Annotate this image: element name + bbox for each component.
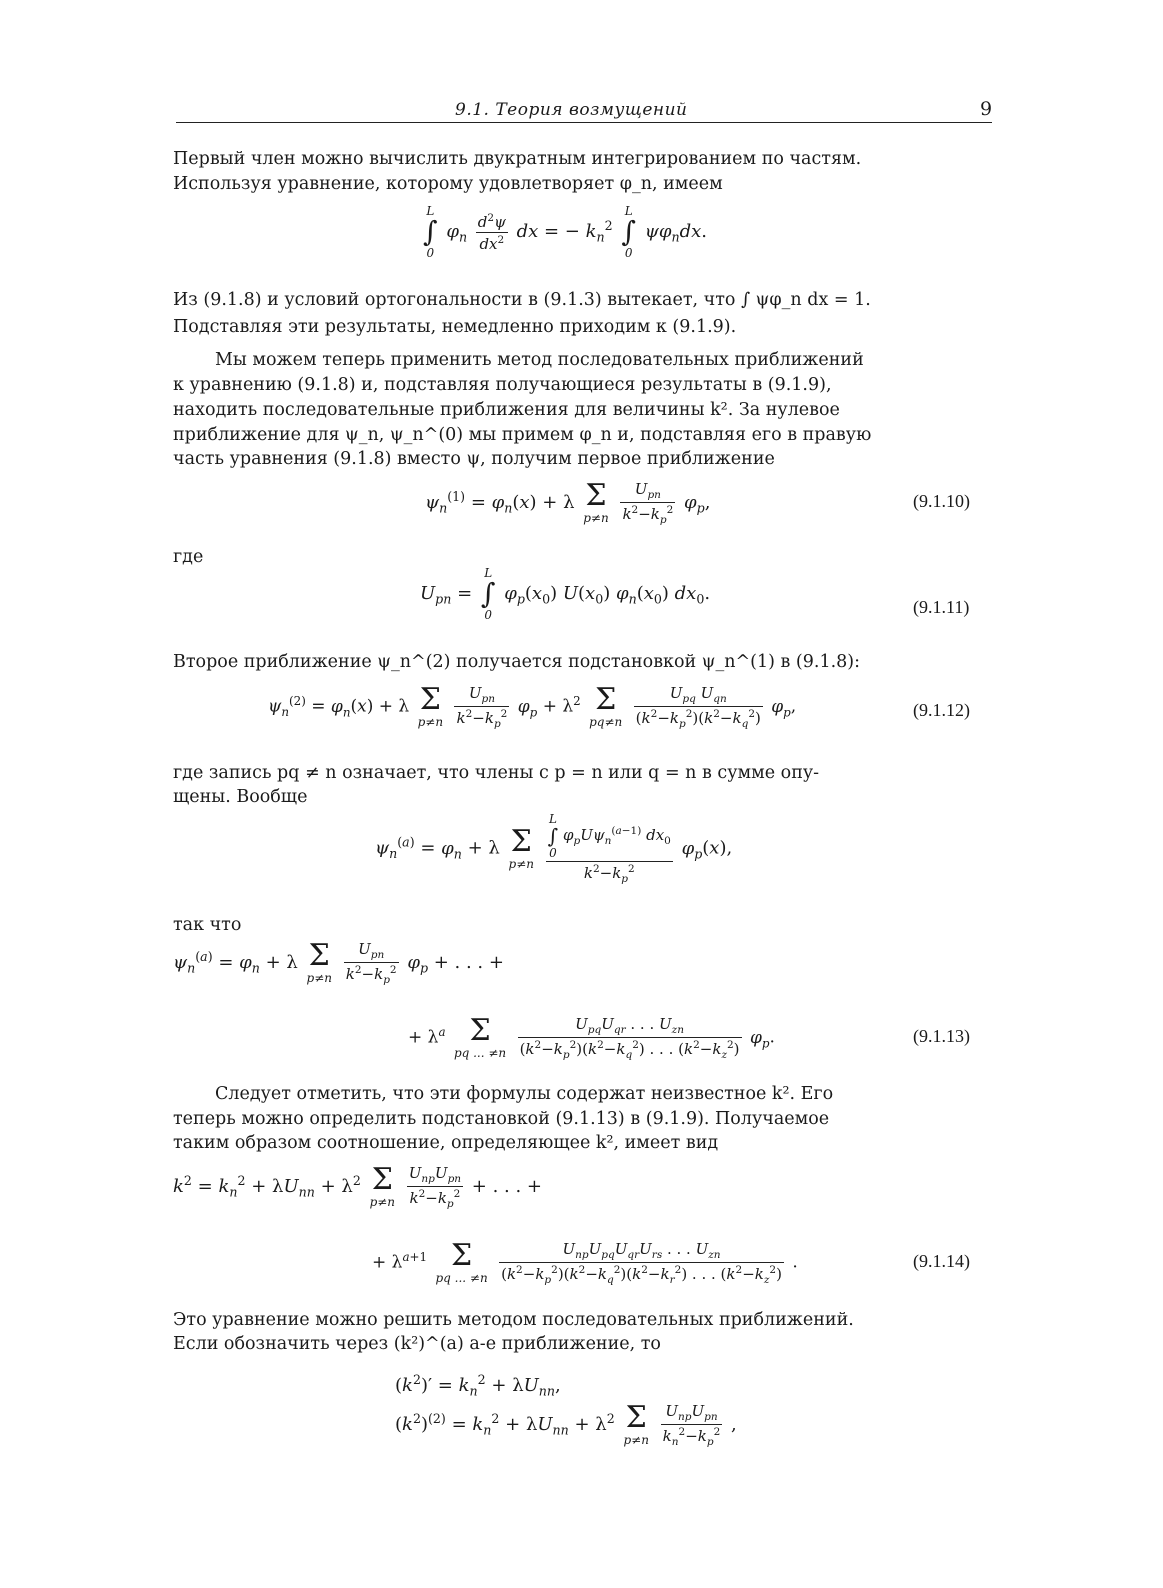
paragraph-line: где	[173, 547, 204, 567]
paragraph-line: приближение для ψ_n, ψ_n^(0) мы примем φ_n и, подставляя его в правую	[173, 425, 872, 445]
equation-number: (9.1.11)	[913, 597, 970, 617]
equation: $\psi_n^{(a)} = \varphi_n + \lambda$ Σ p≠n $\frac{U_{pn}}{k^2-k_p^2}$ $\varphi_p$ + . . . +	[173, 938, 504, 986]
header-rule	[176, 122, 992, 123]
equation: $(k^2)' = k_n^2 + \lambda U_{nn}$,	[395, 1372, 561, 1399]
paragraph-line: часть уравнения (9.1.8) вместо ψ, получим первое приближение	[173, 449, 775, 469]
paragraph-line: Первый член можно вычислить двукратным интегрированием по частям.	[173, 149, 862, 169]
equation-number: (9.1.10)	[913, 491, 970, 511]
paragraph-line: Подставляя эти результаты, немедленно приходим к (9.1.9).	[173, 317, 737, 337]
paragraph-line: к уравнению (9.1.8) и, подставляя получающиеся результаты в (9.1.9),	[173, 375, 832, 395]
equation: $k^2 = k_n^2 + \lambda U_{nn} + \lambda^2$ Σ p≠n $\frac{U_{np}U_{pn}}{k^2-k_p^2}$ + . . . +	[173, 1162, 542, 1210]
equation: $\psi_n^{(1)} = \varphi_n(x) + \lambda$ Σ p≠n $\frac{U_{pn}}{k^2-k_p^2}$ $\varphi_p$,	[425, 478, 711, 526]
paragraph-line: таким образом соотношение, определяющее k², имеет вид	[173, 1133, 719, 1153]
equation: L ∫ 0 $\varphi_n$ $\frac{d^2\psi}{dx^2}$ dx = − $k_n^2$ L ∫ 0 $\psi\varphi_ndx$.	[423, 204, 708, 260]
equation: $U_{pn}$ = L ∫ 0 $\varphi_p(x_0)$ $U(x_0)$ $\varphi_n(x_0)$ $dx_0$.	[420, 566, 711, 622]
equation-number: (9.1.14)	[913, 1251, 970, 1271]
paragraph-line: Используя уравнение, которому удовлетворяет φ_n, имеем	[173, 174, 723, 194]
paragraph-line: Мы можем теперь применить метод последовательных приближений	[215, 350, 864, 370]
paragraph-line: так что	[173, 915, 242, 935]
paragraph-line: находить последовательные приближения для величины k². За нулевое	[173, 400, 840, 420]
equation: + $\lambda^{a+1}$ Σ pq ... ≠n $\frac{U_{np}U_{pq}U_{qr}U_{rs} . . . U_{zn}}{(k^2-k_p^2)(k^2-k_q^2)(k^2-k_r^2) . . . (k^2-k_z^2)}$ .	[372, 1238, 798, 1286]
paragraph-line: теперь можно определить подстановкой (9.1.13) в (9.1.9). Получаемое	[173, 1109, 830, 1129]
paragraph-line: щены. Вообще	[173, 787, 308, 807]
paragraph-line: Это уравнение можно решить методом последовательных приближений.	[173, 1310, 854, 1330]
page-number: 9	[980, 98, 993, 120]
paragraph-line: Если обозначить через (k²)^(a) a-е приближение, то	[173, 1334, 661, 1354]
equation-number: (9.1.13)	[913, 1026, 970, 1046]
equation: $(k^2)^{(2)} = k_n^2 + \lambda U_{nn} + \lambda^2$ Σ p≠n $\frac{U_{np}U_{pn}}{k_n^2-k_p^2}$ ,	[395, 1400, 737, 1448]
equation: + $\lambda^a$ Σ pq ... ≠n $\frac{U_{pq}U_{qr} . . . U_{zn}}{(k^2-k_p^2)(k^2-k_q^2) . . . (k^2-k_z^2)}$ $\varphi_p$.	[408, 1013, 775, 1061]
paragraph-line: Из (9.1.8) и условий ортогональности в (9.1.3) вытекает, что ∫ ψφ_n dx = 1.	[173, 290, 871, 310]
equation: $\psi_n^{(2)} = \varphi_n(x) + \lambda$ Σ p≠n $\frac{U_{pn}}{k^2-k_p^2}$ $\varphi_p + \lambda^2$ Σ pq≠n $\frac{U_{pq} U_{qn}}{(k^2-k_p^2)(k^2-k_q^2)}$ $\varphi_p$,	[268, 682, 797, 730]
paragraph-line: Следует отметить, что эти формулы содержат неизвестное k². Его	[215, 1084, 834, 1104]
equation-number: (9.1.12)	[913, 700, 970, 720]
paragraph-line: Второе приближение ψ_n^(2) получается подстановкой ψ_n^(1) в (9.1.8):	[173, 652, 860, 672]
equation: $\psi_n^{(a)} = \varphi_n + \lambda$ Σ p≠n L ∫ 0 $\varphi_pU\psi_n^{(a-1)}$ $dx_0$ $k^2-k_p^2$ $\varphi_p(x)$,	[375, 812, 733, 885]
paragraph-line: где запись pq ≠ n означает, что члены с p = n или q = n в сумме опу-	[173, 763, 820, 783]
running-header-title: 9.1. Теория возмущений	[455, 100, 688, 120]
